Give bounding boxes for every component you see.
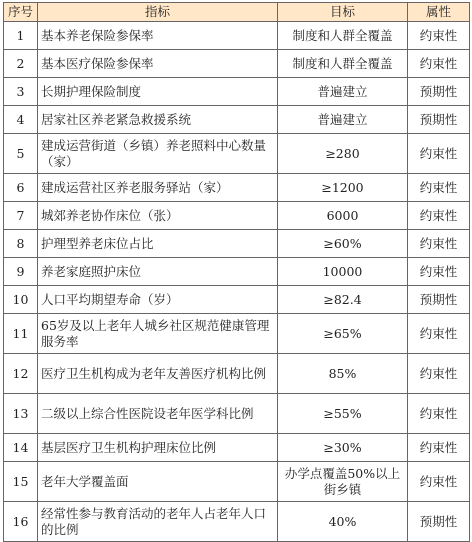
row-indicator: 建成运营社区养老服务驿站（家） <box>38 174 278 202</box>
row-indicator: 人口平均期望寿命（岁） <box>38 286 278 314</box>
table-row <box>4 434 470 462</box>
row-indicator: 基本医疗保险参保率 <box>38 50 278 78</box>
header-indicator: 指标 <box>38 3 278 22</box>
row-seq: 11 <box>4 314 38 354</box>
table-row <box>4 286 470 314</box>
row-attr: 约束性 <box>408 202 470 230</box>
table-row <box>4 106 470 134</box>
row-attr: 约束性 <box>408 230 470 258</box>
row-attr: 约束性 <box>408 394 470 434</box>
table-row <box>4 394 470 434</box>
row-seq: 10 <box>4 286 38 314</box>
table-row <box>4 314 470 354</box>
row-indicator: 老年大学覆盖面 <box>38 462 278 502</box>
row-target: 办学点覆盖50%以上街乡镇 <box>278 462 408 502</box>
row-attr: 约束性 <box>408 434 470 462</box>
row-target: ≥82.4 <box>278 286 408 314</box>
row-target: ≥280 <box>278 134 408 174</box>
table-row <box>4 78 470 106</box>
row-attr: 预期性 <box>408 78 470 106</box>
row-indicator: 建成运营街道（乡镇）养老照料中心数量（家） <box>38 134 278 174</box>
table-row <box>4 354 470 394</box>
row-target: 普遍建立 <box>278 106 408 134</box>
row-target: ≥1200 <box>278 174 408 202</box>
row-indicator: 养老家庭照护床位 <box>38 258 278 286</box>
row-target: 制度和人群全覆盖 <box>278 22 408 50</box>
indicator-table <box>3 2 470 542</box>
row-seq: 9 <box>4 258 38 286</box>
row-seq: 13 <box>4 394 38 434</box>
row-attr: 预期性 <box>408 286 470 314</box>
row-seq: 8 <box>4 230 38 258</box>
row-seq: 7 <box>4 202 38 230</box>
row-attr: 约束性 <box>408 462 470 502</box>
row-attr: 约束性 <box>408 258 470 286</box>
row-indicator: 城郊养老协作床位（张） <box>38 202 278 230</box>
row-attr: 预期性 <box>408 502 470 542</box>
row-indicator: 65岁及以上老年人城乡社区规范健康管理服务率 <box>38 314 278 354</box>
row-seq: 14 <box>4 434 38 462</box>
row-seq: 3 <box>4 78 38 106</box>
row-target: ≥30% <box>278 434 408 462</box>
table-row <box>4 50 470 78</box>
row-seq: 1 <box>4 22 38 50</box>
row-indicator: 护理型养老床位占比 <box>38 230 278 258</box>
row-attr: 预期性 <box>408 106 470 134</box>
table-row <box>4 462 470 502</box>
row-indicator: 二级以上综合性医院设老年医学科比例 <box>38 394 278 434</box>
row-seq: 6 <box>4 174 38 202</box>
row-seq: 12 <box>4 354 38 394</box>
row-seq: 16 <box>4 502 38 542</box>
table-row <box>4 134 470 174</box>
row-indicator: 居家社区养老紧急救援系统 <box>38 106 278 134</box>
row-target: ≥55% <box>278 394 408 434</box>
row-attr: 约束性 <box>408 174 470 202</box>
row-target: ≥65% <box>278 314 408 354</box>
table-row <box>4 202 470 230</box>
row-seq: 5 <box>4 134 38 174</box>
row-target: 10000 <box>278 258 408 286</box>
row-attr: 约束性 <box>408 50 470 78</box>
header-seq: 序号 <box>4 3 38 22</box>
row-seq: 15 <box>4 462 38 502</box>
row-indicator: 长期护理保险制度 <box>38 78 278 106</box>
row-attr: 约束性 <box>408 22 470 50</box>
row-attr: 约束性 <box>408 134 470 174</box>
table-row <box>4 174 470 202</box>
row-seq: 2 <box>4 50 38 78</box>
row-target: 85% <box>278 354 408 394</box>
table-row <box>4 502 470 542</box>
table-row <box>4 230 470 258</box>
row-seq: 4 <box>4 106 38 134</box>
row-attr: 约束性 <box>408 314 470 354</box>
row-target: 40% <box>278 502 408 542</box>
header-target: 目标 <box>278 3 408 22</box>
row-target: 制度和人群全覆盖 <box>278 50 408 78</box>
table-header-row <box>4 3 470 22</box>
row-indicator: 经常性参与教育活动的老年人占老年人口的比例 <box>38 502 278 542</box>
row-indicator: 医疗卫生机构成为老年友善医疗机构比例 <box>38 354 278 394</box>
row-attr: 约束性 <box>408 354 470 394</box>
row-indicator: 基本养老保险参保率 <box>38 22 278 50</box>
row-target: 6000 <box>278 202 408 230</box>
table-row <box>4 258 470 286</box>
header-attr: 属性 <box>408 3 470 22</box>
row-indicator: 基层医疗卫生机构护理床位比例 <box>38 434 278 462</box>
table-row <box>4 22 470 50</box>
row-target: 普遍建立 <box>278 78 408 106</box>
row-target: ≥60% <box>278 230 408 258</box>
